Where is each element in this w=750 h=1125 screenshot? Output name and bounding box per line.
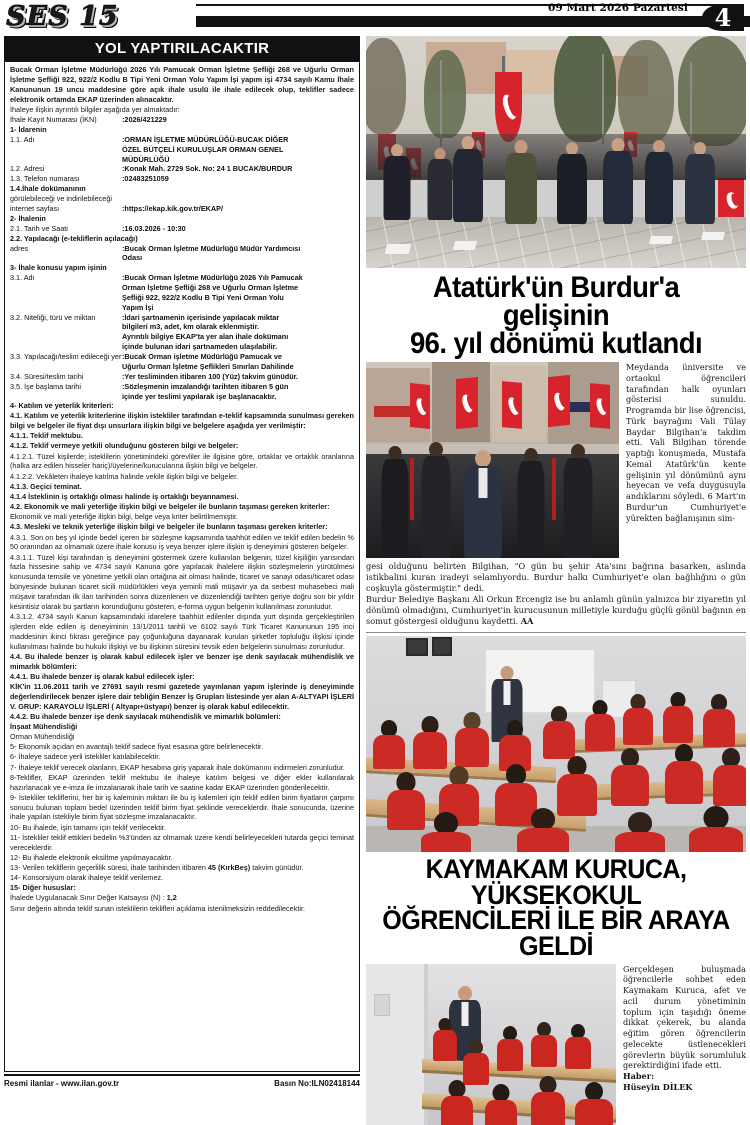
photo-floor-marker	[453, 241, 477, 250]
notice-1-1-value2: ÖZEL BÜTÇELİ KURULUŞLAR ORMAN GENEL	[122, 144, 284, 154]
notice-p442a-b: İnşaat Mühendisliği	[10, 721, 78, 731]
notice-p413-b: 4.1.3. Geçici teminat.	[10, 481, 82, 491]
photo-student	[420, 812, 472, 852]
notice-1-1-value: :ORMAN İŞLETME MÜDÜRLÜĞÜ-BUCAK DİĞER	[122, 134, 289, 144]
photo-student	[454, 712, 490, 766]
photo-turkish-flag	[718, 178, 744, 222]
notice-p431: 4.3.1. Son on beş yıl içinde bedel içeren bir sözleşme kapsamında taahhüt edilen ve teklif edilen bedelin % 50 oranından az olmamak üzere ihale konusu iş veya benzer işlere ilişkin iş deneyimini gösteren belgeler.	[10, 532, 354, 552]
photo-student	[496, 1026, 524, 1070]
notice-1-2-label: 1.2. Adresi	[10, 164, 45, 174]
notice-p442	[10, 712, 354, 722]
classroom-photo-wide	[366, 636, 746, 852]
notice-p7: 7- İhaleye teklif verecek olanların, EKAP hesabına giriş yaparak ihale dokümanını indirmeleri zorunludur.	[10, 762, 345, 772]
notice-1-4-label: 1.4.İhale dokümanının	[10, 184, 86, 194]
notice-p441-b: KİK'in 11.06.2011 tarih ve 27691 sayılı resmi gazetede yayınlanan yapım işlerinde iş deneyiminde değerlendirilecek benzer işlere dair tebliğin Benzer İş Grupları listesinde yer alan A-ALTYAPI İŞLERİ V. GRUP: KARAYOLU İŞLERİ ( Altyapı+üstyapı) benzer iş olarak kabul edilecektir.	[10, 681, 354, 711]
news-column	[366, 36, 746, 1121]
story2-headline-line1: KAYMAKAM KURUCA, YÜKSEKOKUL	[425, 853, 687, 910]
photo-picture-frame	[432, 637, 452, 656]
notice-3-1-value: :Bucak Orman İşletme Müdürlüğü 2026 Yılı Pamucak	[122, 273, 303, 283]
photo-student	[516, 808, 570, 852]
notice-3-3-value: :Bucak Orman işletme Müdürlüğü Pamucak ve	[122, 352, 282, 362]
photo-tree	[678, 36, 746, 146]
public-notice-column	[4, 36, 360, 1121]
notice-p413	[10, 482, 354, 492]
notice-3-3-label: 3.3. Yapılacağı/teslim edileceği yer	[10, 352, 122, 362]
photo-student	[688, 806, 744, 852]
ceremony-photo	[366, 36, 746, 268]
notice-2-1-label: 2.1. Tarih ve Saati	[10, 223, 68, 233]
notice-section3-head: 3- İhale konusu yapım işinin	[10, 263, 107, 273]
notice-p44h	[10, 652, 354, 672]
notice-p4122: 4.1.2.2. Vekâleten ihaleye katılma halinde vekile ilişkin bilgi ve belgeler.	[10, 471, 239, 481]
notice-3-2-value4: içinde bulunan idari şartnameden ulaşılabilir.	[122, 342, 278, 352]
notice-1-4-label3: internet sayfası	[10, 204, 60, 214]
photo-person	[382, 144, 412, 220]
notice-p15h	[10, 883, 354, 893]
story2-byline-label: Haber:	[623, 1071, 654, 1082]
notice-p13a: 13- Verilen tekliflerin geçerlilik süresi, ihale tarihinden itibaren	[10, 862, 208, 872]
notice-p15	[10, 893, 354, 903]
photo-student	[662, 692, 694, 742]
notice-body	[4, 62, 360, 1072]
notice-p442b: Orman Mühendisliği	[10, 732, 75, 742]
notice-p5: 5- Ekonomik açıdan en avantajlı teklif sadece fiyat esasına göre belirlenecektir.	[10, 742, 264, 752]
notice-title: YOL YAPTIRILACAKTIR	[4, 36, 360, 62]
notice-footer-right: Basın No:ILN02418144	[274, 1079, 360, 1088]
notice-p14: 14- Konsorsiyum olarak ihaleye teklif verilemez.	[10, 873, 164, 883]
photo-student	[432, 1018, 458, 1060]
story1-body	[366, 558, 746, 627]
notice-3-1-value4: Yapım İşi	[122, 302, 154, 312]
story2-side-body: Gerçekleşen buluşmada öğrencilerle sohbet eden Kaymakam Kuruca, afet ve acil durum yönetiminin toplum için taşıdığı öneme dikkat çekerek, bu alanda eğitim gören öğrencilerin gelecekte üstlenecekleri görevlerin büyük sorumluluk gerektirdiğini ifade etti.	[623, 963, 746, 1071]
newspaper-logo: SES 15	[6, 1, 119, 32]
story2-headline-line2: ÖĞRENCİLERİ İLE BİR ARAYA GELDİ	[382, 905, 730, 961]
notice-3-2-label: 3.2. Niteliği, türü ve miktarı	[10, 312, 96, 322]
photo-floor-marker	[649, 236, 673, 244]
notice-footer-left: Resmi ilanlar - www.ilan.gov.tr	[4, 1079, 120, 1088]
masthead-rule-thick	[196, 16, 750, 27]
photo-tiles	[366, 217, 746, 268]
photo-person	[420, 442, 452, 558]
notice-p41-b: 4.1. Katılım ve yeterlik kriterlerine ilişkin istekliler tarafından e-teklif kapsamında sunulması gereken bilgi ve belgeler ile fiyat dışı unsurlara ilişkin bilgi ve belgelere aşağıda yer verilmiştir:	[10, 411, 354, 431]
notice-2-2-label: 2.2. Yapılacağı (e-tekliflerin açılacağı)	[10, 233, 138, 243]
notice-p442a	[10, 722, 354, 732]
photo-student	[412, 716, 448, 768]
notice-p10: 10- Bu ihalede, işin tamamı için teklif verilecektir.	[10, 822, 166, 832]
notice-p44h-b: 4.4. Bu ihalede benzer iş olarak kabul edilecek işler ve benzer işe denk sayılacak mühendislik ve mimarlık bölümleri:	[10, 651, 354, 671]
story2-side-text	[623, 964, 746, 1125]
notice-1-3-label: 1.3. Telefon numarası	[10, 174, 80, 184]
notice-1-4-label2: görülebileceği ve indirilebileceği	[10, 194, 112, 204]
photo-student	[664, 744, 704, 802]
notice-ikn-label: İhale Kayıt Numarası (İKN)	[10, 115, 97, 125]
photo-student	[614, 812, 666, 852]
notice-p43h	[10, 522, 354, 532]
photo-student	[440, 1080, 474, 1125]
photo-person	[644, 140, 674, 224]
notice-p42h	[10, 502, 354, 512]
notice-3-1-value3: Şefliği 922, 922/2 Kodlu B Tipi Yeni Orman Yolu	[122, 292, 284, 302]
notice-1-4-value: :https://ekap.kik.gov.tr/EKAP/	[122, 204, 223, 214]
photo-person	[452, 136, 484, 222]
notice-2-2-value: :Bucak Orman İşletme Müdürlüğü Müdür Yardımcısı	[122, 243, 301, 253]
notice-2-2-value2: Odası	[122, 253, 143, 263]
photo-person	[602, 138, 634, 224]
parade-photo	[366, 362, 619, 558]
photo-wall-panel	[374, 994, 390, 1016]
notice-3-1-label: 3.1. Adı	[10, 273, 35, 283]
story2-byline-name: Hüseyin DİLEK	[623, 1081, 693, 1092]
masthead	[0, 0, 750, 34]
photo-person	[684, 142, 716, 224]
photo-turkish-flag	[548, 375, 570, 427]
notice-3-5-value: :Sözleşmenin imzalandığı tarihten itibaren 5 gün	[122, 381, 289, 391]
photo-lamppost	[602, 54, 604, 144]
notice-3-2-value: :İdari şartnamenin içerisinde yapılacak miktar	[122, 312, 280, 322]
photo-turkish-flag	[495, 72, 522, 142]
photo-student	[462, 1040, 490, 1084]
photo-turkish-flag	[410, 383, 430, 429]
story1-body-p1: gesi olduğunu belirten Bilgihan, "O gün bu şehir Ata'sını bağrına basarken, aslında istikbalini kuran iradeyi selamlıyordu. Burdur halkı Cumhuriyet'e olan bağlılığını o gün coşkuyla göstermiştir." dedi.	[366, 561, 746, 594]
notice-2-2-label2: adres	[10, 243, 29, 253]
notice-p6: 6- İhaleye sadece yerli istekliler katılabilecektir.	[10, 752, 161, 762]
notice-p411-b: 4.1.1. Teklif mektubu.	[10, 431, 83, 441]
photo-tree	[618, 40, 674, 144]
photo-tree	[554, 36, 616, 142]
lecture-hall-photo	[366, 964, 616, 1125]
notice-3-5-value2: içinde yer teslimi yapılarak işe başlanacaktır.	[122, 391, 277, 401]
story1-top	[366, 362, 746, 558]
notice-p13c: takvim günüdür.	[250, 862, 304, 872]
notice-ikn-row	[10, 115, 354, 125]
photo-turkish-flag	[456, 377, 478, 429]
notice-row-2-2	[10, 244, 354, 254]
photo-student	[574, 1082, 614, 1125]
notice-p4121: 4.1.2.1. Tüzel kişilerde; isteklilerin yönetimindeki görevliler ile ilgisine göre, ortaklar ve ortaklık oranlarına (halka arz edilen hisseler hariç)/üyelerine/kurucularına ilişkin bilgi ve belgeler.	[10, 451, 354, 471]
notice-3-3-value2: Uğurlu Orman İşletme Şeflikleri Sınırları Dahilinde	[122, 361, 294, 371]
notice-footer	[4, 1074, 360, 1088]
notice-p41	[10, 411, 354, 431]
notice-row-3-4	[10, 372, 354, 382]
story1-headline-line2: 96. yıl dönümü kutlandı	[409, 327, 703, 361]
page-number: 4	[702, 4, 744, 31]
notice-row-3-1	[10, 273, 354, 283]
notice-lead-bold: Bucak Orman İşletme Müdürlüğü 2026 Yılı Pamucak Orman İşletme Şefliği 268 ve Uğurlu Orman İşletme Şefliği 922, 922/2 Kodlu B Tipi Yeni Orman Yolu Yapım İşi yapım işi 4734 sayılı Kamu İhale Kanununun 19 uncu maddesine göre açık ihale usulü ile ihale edilecek olup, teklifler sadece elektronik ortamda EKAP üzerinden alınacaktır.	[10, 65, 354, 104]
photo-student	[622, 694, 654, 744]
photo-student	[564, 1024, 592, 1068]
photo-student	[498, 720, 532, 770]
photo-student	[712, 748, 746, 804]
notice-row-1-3	[10, 174, 354, 184]
notice-row-2-1	[10, 224, 354, 234]
story-separator	[366, 632, 746, 633]
notice-section2-head: 2- İhalenin	[10, 214, 46, 224]
photo-student	[542, 706, 576, 758]
notice-p13b: 45 (KırkBeş)	[207, 862, 251, 872]
notice-3-1-value2: Orman İşletme Şefliği 268 ve Uğurlu Orman İşletme	[122, 283, 299, 293]
story2-block	[366, 964, 746, 1125]
story1-side-text: Meydanda üniversite ve ortaokul öğrencileri tarafından halk oyunları gösterisi sunuldu. Programda bir lise öğrencisi, Türk bayrağını Vali Tülay Baydar Bilgihan'a takdim etti. Vali Bilgihan törende yaptığı konuşmada, Mustafa Kemal Atatürk'ün kente gelişinin yıl dönümünü aynı heyecan ve vefa duygusuyla andıklarını söyledi. 6 Mart'ın Burdur'un Cumhuriyet'e yürekten bağlanışının sim-	[626, 362, 746, 523]
notice-ikn-value: :2026/421229	[122, 115, 167, 125]
notice-p412	[10, 441, 354, 451]
notice-p15c: Sınır değerin altında teklif sunan isteklilerin teklifleri açıklama istenilmeksizin reddedilecektir.	[10, 903, 305, 913]
photo-turkish-flag	[590, 383, 610, 429]
photo-student	[702, 694, 736, 746]
notice-3-2-value3: Ayrıntılı bilgiye EKAP'ta yer alan ihale dokümanı	[122, 332, 289, 342]
photo-person	[426, 148, 454, 220]
photo-student	[530, 1022, 558, 1066]
notice-2-1-value: :16.03.2026 - 10:30	[122, 223, 186, 233]
notice-section1-head: 1- İdarenin	[10, 125, 47, 134]
notice-p8: 8-Teklifler, EKAP üzerinden teklif mektubu ile ihaleye katılım belgesi ve diğer ekler kullanılarak hazırlanacak ve e-imza ile imzalanarak ihale tarih ve saatine kadar EKAP üzerinden gönderilecektir.	[10, 772, 354, 792]
photo-student	[610, 748, 650, 804]
notice-p412-b: 4.1.2. Teklif vermeye yetkili olunduğunu gösteren bilgi ve belgeler:	[10, 441, 239, 451]
notice-3-5-label: 3.5. İşe başlama tarihi	[10, 381, 81, 391]
notice-p441h	[10, 672, 354, 682]
photo-person	[516, 448, 546, 558]
photo-picture-frame	[406, 638, 428, 656]
notice-1-2-value: :Konak Mah. 2729 Sok. No: 24 1 BUCAK/BURDUR	[122, 164, 293, 174]
notice-3-4-label: 3.4. Süresi/teslim tarihi	[10, 371, 84, 381]
photo-turkish-flag	[502, 381, 522, 429]
photo-wall-left	[366, 964, 424, 1125]
notice-p13	[10, 863, 354, 873]
photo-student	[584, 700, 616, 750]
photo-banner-pole	[552, 458, 556, 520]
photo-student	[556, 756, 598, 814]
story1-headline	[379, 268, 732, 362]
notice-p414-b: 4.1.4 İsteklinin iş ortaklığı olması halinde iş ortaklığı beyannamesi.	[10, 491, 239, 501]
photo-person	[504, 140, 538, 224]
notice-3-4-value: :Yer tesliminden itibaren 100 (Yüz) takvim günüdür.	[122, 371, 299, 381]
notice-1-1-value3: MÜDÜRLÜĞÜ	[122, 154, 170, 164]
notice-row-1-4	[10, 204, 354, 214]
notice-1-1-label: 1.1. Adı	[10, 134, 35, 144]
notice-p442-b: 4.4.2. Bu ihalede benzer işe denk sayılacak mühendislik ve mimarlık bölümleri:	[10, 711, 281, 721]
notice-p4312: 4.3.1.2. 4734 sayılı Kanun kapsamındaki idarelere taahhüt edilenler dışında yurt dışında gerçekleştirilen işlerden elde edilen iş deneyiminin 13/1/2011 tarihli ve 6102 sayılı Türk Ticaret Kanununun 195 inci maddesinin ikinci fıkrası gereğince pay çoğunluğuna dayanarak kurulan şirketler topluluğu ilişkisi içinde kullanılması halinde bu hukuki ilişkiyi ve bu ilişkinin süresini tevsik eden belgelerin sunulması zorunludur.	[10, 611, 354, 651]
photo-banner-pole	[410, 458, 414, 520]
notice-p15b: 1,2	[166, 893, 177, 903]
photo-person-featured	[462, 450, 504, 558]
story1-agency: AA	[520, 615, 534, 626]
notice-section4-head: 4- Katılım ve yeterlik kriterleri:	[10, 401, 114, 411]
story1-body-p2-text: Burdur Belediye Başkanı Ali Orkun Ercengiz ise bu anlamlı günün yalnızca bir ziyaretin yıl dönümü olmadığını, Cumhuriyet'in kurucusunun milletiyle kurduğu güçlü gönül bağının en somut göstergesi olduğunu kaydetti.	[366, 594, 746, 626]
publication-date: 09 Mart 2026 Pazartesi	[548, 2, 688, 14]
notice-p15a: İhalede Uygulanacak Sınır Değer Katsayısı (N) :	[10, 893, 167, 903]
photo-tree	[366, 38, 406, 134]
notice-p42: Ekonomik ve mali yeterliğe ilişkin bilgi, belge veya kriter belirtilmemiştir.	[10, 512, 239, 522]
notice-p42h-b: 4.2. Ekonomik ve mali yeterliğe ilişkin bilgi ve belgeler ile bunların taşıması gereken kriterler:	[10, 502, 330, 512]
notice-lead	[10, 65, 354, 105]
photo-floor-marker	[385, 244, 411, 254]
photo-tree	[424, 50, 466, 138]
photo-person	[380, 446, 410, 558]
photo-person	[562, 444, 594, 558]
notice-row-1-2	[10, 164, 354, 174]
notice-3-2-value2: bilgileri m3, adet, km olarak eklenmiştir.	[122, 322, 260, 332]
notice-p441	[10, 682, 354, 712]
notice-row-1-1	[10, 135, 354, 145]
notice-p15h-b: 15- Diğer hususlar:	[10, 883, 76, 893]
notice-1-3-value: :02483251059	[122, 174, 169, 184]
notice-lead2: İhaleye ilişkin ayrıntılı bilgiler aşağıda yer almaktadır:	[10, 104, 180, 114]
story1-headline-line1: Atatürk'ün Burdur'a gelişinin	[432, 271, 680, 333]
notice-row-3-3	[10, 352, 354, 362]
notice-p12: 12- Bu ihalede elektronik eksiltme yapılmayacaktır.	[10, 852, 173, 862]
notice-row-3-2	[10, 313, 354, 323]
content-columns	[0, 36, 750, 1125]
notice-p411	[10, 431, 354, 441]
photo-person	[556, 142, 588, 224]
story1-body-p2	[366, 594, 746, 627]
notice-row-3-5	[10, 382, 354, 392]
story2-headline	[379, 852, 732, 964]
notice-p4311: 4.3.1.1. Tüzel kişi tarafından iş deneyimini göstermek üzere kullanılan belgenin, tüzel kişiliğin yarısından fazla hissesine sahip ve 4734 sayılı Kanuna göre yapılacak ihalelere ilişkin sözleşmelerin yürütülmesi konusunda temsile ve yönetime yetkili olan ortağına ait olması halinde, ticaret ve sanayi odası/ticaret odası bünyesinde bulunan ticaret sicili müdürlükleri veya yeminli mali müşavir ya da serbest muhasebeci mali müşavir tarafından ilk ilan tarihinden sonra düzenlenen ve düzenlendiği tarihten geriye doğru son bir yıldır kesintisiz olarak bu şartların korunduğunu gösteren, e-forma uygun belgenin kullanılması zorunludur.	[10, 552, 354, 611]
photo-student	[530, 1076, 566, 1125]
photo-floor-marker	[701, 232, 725, 240]
notice-p11: 11- İstekliler teklif ettikleri bedelin %3'ünden az olmamak üzere kendi belirleyecekleri tutarda geçici teminat vereceklerdir.	[10, 832, 354, 852]
photo-student	[484, 1084, 518, 1125]
notice-p441h-b: 4.4.1. Bu ihalede benzer iş olarak kabul edilecek işler:	[10, 671, 195, 681]
notice-p414	[10, 492, 354, 502]
notice-p43h-b: 4.3. Mesleki ve teknik yeterliğe ilişkin bilgi ve belgeler ile bunların taşıması gereken kriterler:	[10, 522, 328, 532]
photo-student	[372, 720, 406, 768]
photo-lamppost	[690, 62, 692, 144]
notice-p9: 9- İstekliler tekliflerini, her bir iş kaleminin miktarı ile bu iş kalemleri için teklif edilen birim fiyatların çarpımı sonucu bulunan toplam bedel üzerinden teklif birim fiyat şeklinde vereceklerdir. İhale sonucunda, üzerine ihale yapılan istekliyle birim fiyat sözleşme imzalanacaktır.	[10, 792, 354, 822]
